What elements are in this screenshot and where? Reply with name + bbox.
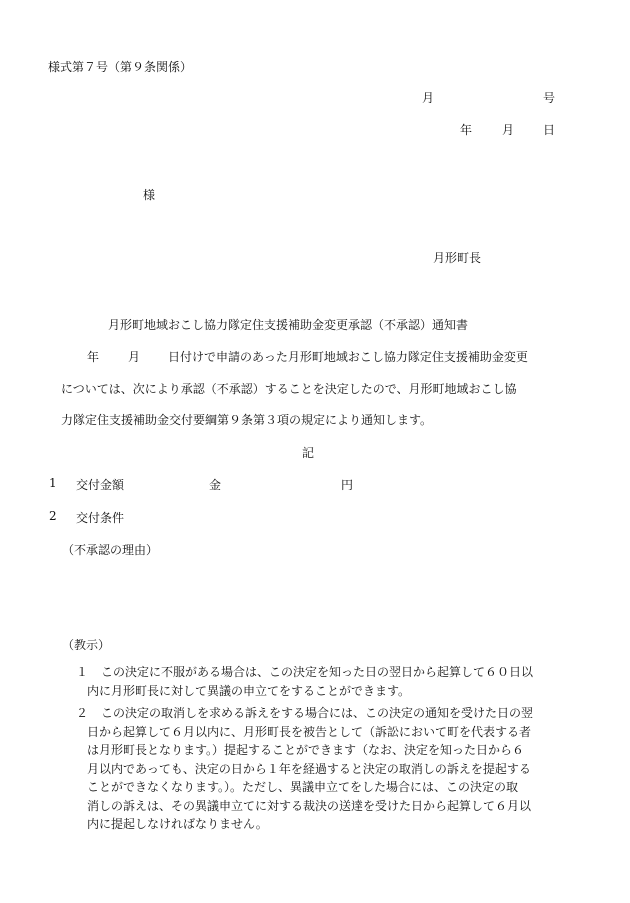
kyoji-item-1-number: １ [76,665,89,679]
body-line-3: 力隊定住支援補助金交付要綱第９条第３項の規定により通知します。 [61,413,433,427]
reference-number-label: 号 [543,91,556,105]
date-day-label: 日 [543,123,556,137]
kyoji-item-2-line-4: 月以内であっても、決定の日から１年を経過すると決定の取消しの訴えを提起する [87,761,531,776]
item-2-label: 交付条件 [76,511,125,525]
item-1-number: 1 [49,476,57,490]
body-line-1: 日付けで申請のあった月形町地域おこし協力隊定住支援補助金変更 [168,350,528,364]
kyoji-heading: （教示） [62,638,111,652]
body-year-label: 年 [87,350,100,364]
kyoji-item-1-line-1: この決定に不服がある場合は、この決定を知った日の翌日から起算して６０日以 [101,665,534,679]
kyoji-item-1-line-2: 内に月形町長に対して異議の申立てをすることができます。 [87,683,411,698]
kyoji-item-2-line-6: 消しの訴えは、その異議申立てに対する裁決の送達を受けた日から起算して６月以 [87,798,532,813]
item-1-label: 交付金額 [76,478,125,492]
addressee-suffix: 様 [143,188,156,202]
body-line-2: については、次により承認（不承認）することを決定したので、月形町地域おこし協 [61,382,517,396]
form-label: 様式第７号（第９条関係） [48,60,193,74]
body-month-label: 月 [128,350,141,364]
ki-label: 記 [302,446,315,460]
sender-name: 月形町長 [433,251,482,265]
kyoji-item-2 [101,704,533,723]
kyoji-item-2-line-5: ことができなくなります。）。ただし、異議申立てをした場合には、この決定の取 [87,780,519,794]
kyoji-item-1 [101,663,533,682]
kyoji-item-2-number: ２ [76,706,89,720]
reason-label: （不承認の理由） [62,543,159,557]
item-2-number: 2 [49,509,57,523]
kyoji-item-1-continuation [87,682,410,701]
kyoji-item-2-line-3: は月形町長となります。）提起することができます（なお、決定を知った日から６ [87,743,525,757]
kyoji-item-2-line-1: この決定の取消しを求める訴えをする場合には、この決定の通知を受けた日の翌 [101,706,534,720]
kyoji-item-2-continuation [87,723,531,834]
item-1-kin-label: 金 [209,478,222,492]
date-month-label: 月 [502,123,515,137]
date-year-label: 年 [460,123,473,137]
kyoji-item-2-line-2: 日から起算して６月以内に、月形町長を被告として（訴訟において町を代表する者 [87,724,532,739]
reference-month-label: 月 [422,91,435,105]
item-1-en-label: 円 [341,478,354,492]
document-title: 月形町地域おこし協力隊定住支援補助金変更承認（不承認）通知書 [108,318,469,332]
kyoji-item-2-line-7: 内に提起しなければなりません。 [87,817,268,831]
